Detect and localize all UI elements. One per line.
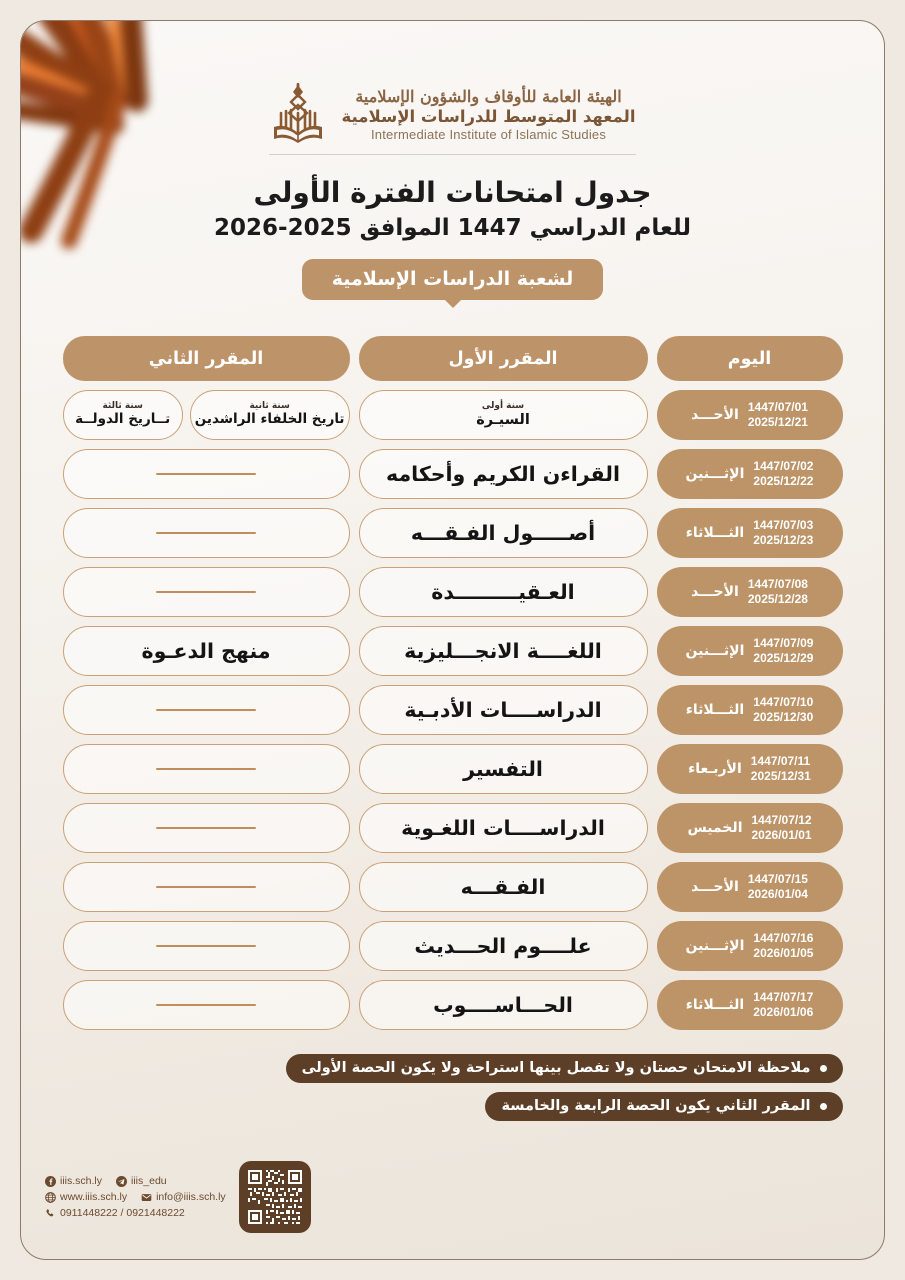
course-name: السيـرة [476,411,530,428]
course-cell [190,390,350,440]
facebook-handle: iiis.sch.ly [60,1175,103,1187]
split-cell-group [359,390,648,440]
course-cell [359,390,648,440]
hijri-date: 1447/07/08 [747,577,808,591]
contact-line-web [45,1191,226,1203]
bullet-icon [820,1103,827,1110]
telegram-icon [116,1176,127,1187]
page-sheet [20,20,885,1260]
table-row [63,626,843,676]
note-text: المقرر الثاني يكون الحصة الرابعة والخامسة [501,1098,811,1114]
gregorian-date: 2025/12/22 [753,474,814,488]
course-cell [359,685,648,735]
gregorian-date: 2025/12/29 [753,651,814,665]
course-cell [63,449,350,499]
empty-dash [156,1004,256,1007]
globe-icon [45,1192,56,1203]
table-row [63,862,843,912]
table-row [63,685,843,735]
day-dates [748,872,808,902]
course-year-label: سنة ثانية [249,401,290,412]
column-header-second-course: المقرر الثاني [63,336,350,381]
table-row [63,508,843,558]
table-row [63,921,843,971]
phone-numbers: 0911448222 / 0921448222 [60,1207,185,1219]
telegram-handle: iiis_edu [131,1175,167,1187]
day-name: الأحـــد [691,407,739,423]
hijri-date: 1447/07/01 [747,400,808,414]
day-name: الإثـــنين [685,466,745,482]
day-name: الثـــلاثاء [685,702,745,718]
notes-list [63,1054,843,1121]
course-cell [359,449,648,499]
course-name: التفسير [463,757,543,781]
table-row [63,390,843,440]
exam-schedule-table [63,336,843,1030]
course-cell [63,567,350,617]
table-row [63,567,843,617]
hijri-date: 1447/07/17 [753,990,814,1004]
page-subtitle: للعام الدراسي 1447 الموافق 2025-2026 [214,215,691,241]
day-name: الإثـــنين [685,643,745,659]
split-cell-group [63,390,350,440]
contact-telegram[interactable] [116,1175,167,1187]
course-cell [359,567,648,617]
gregorian-date: 2026/01/06 [753,1005,814,1019]
empty-dash [156,532,256,535]
empty-dash [156,945,256,948]
column-header-first-course: المقرر الأول [359,336,648,381]
course-cell [63,508,350,558]
hijri-date: 1447/07/12 [751,813,812,827]
contact-website[interactable] [45,1191,127,1203]
qr-code[interactable] [239,1161,311,1233]
course-cell [63,626,350,676]
day-dates [753,636,813,666]
contact-email[interactable] [141,1191,226,1203]
course-name: العـقيـــــــــدة [431,580,575,604]
course-cell [359,803,648,853]
table-header-row [63,336,843,381]
empty-dash [156,473,256,476]
facebook-icon [45,1176,56,1187]
email-icon [141,1192,152,1203]
contact-facebook[interactable] [45,1175,102,1187]
empty-dash [156,709,256,712]
day-dates [748,577,808,607]
course-name: تــاريخ الدولــة [75,411,171,428]
email-address: info@iiis.sch.ly [156,1191,226,1203]
hijri-date: 1447/07/02 [753,459,814,473]
course-cell [63,803,350,853]
gregorian-date: 2025/12/28 [747,592,808,606]
day-dates [752,813,812,843]
day-dates [753,518,813,548]
contact-line-phone [45,1207,226,1219]
day-name: الثـــلاثاء [685,997,745,1013]
note-text: ملاحظة الامتحان حصتان ولا تفصل بينها استراحة ولا يكون الحصة الأولى [301,1060,811,1076]
course-cell [359,508,648,558]
day-dates [751,754,811,784]
gregorian-date: 2025/12/21 [747,415,808,429]
course-cell [359,744,648,794]
day-cell [657,980,843,1030]
logo-authority-name: الهيئة العامة للأوقاف والشؤون الإسلامية [355,86,622,106]
day-dates [748,400,808,430]
day-dates [753,459,813,489]
day-cell [657,921,843,971]
course-cell [63,862,350,912]
day-name: الإثـــنين [685,938,745,954]
hijri-date: 1447/07/03 [753,518,814,532]
course-cell [359,626,648,676]
course-name: القراءن الكريم وأحكامه [386,462,620,486]
bullet-icon [820,1065,827,1072]
day-dates [753,695,813,725]
hijri-date: 1447/07/09 [753,636,814,650]
gregorian-date: 2026/01/01 [751,828,812,842]
empty-dash [156,591,256,594]
phone-icon [45,1208,56,1219]
document-header [21,83,884,300]
table-row [63,449,843,499]
course-cell [63,980,350,1030]
table-row [63,744,843,794]
institute-logo [269,83,635,155]
hijri-date: 1447/07/11 [750,754,811,768]
section-badge: لشعبة الدراسات الإسلامية [302,259,604,300]
note-item [485,1092,842,1121]
logo-institute-name-en: Intermediate Institute of Islamic Studies [370,126,607,142]
day-name: الثـــلاثاء [685,525,745,541]
course-name: الدراســــات اللغـوية [401,816,605,840]
hijri-date: 1447/07/15 [747,872,808,886]
gregorian-date: 2025/12/23 [753,533,814,547]
contact-line-social [45,1175,226,1187]
page-title: جدول امتحانات الفترة الأولى [253,176,652,209]
hijri-date: 1447/07/16 [753,931,814,945]
course-cell [63,685,350,735]
course-cell [359,921,648,971]
day-name: الخميس [687,820,743,836]
website-url: www.iiis.sch.ly [60,1191,128,1203]
day-name: الأحـــد [691,584,739,600]
day-cell [657,390,843,440]
course-cell [63,744,350,794]
mosque-book-emblem-icon [269,83,327,145]
course-name: أصـــــول الفـقـــه [410,521,596,545]
course-cell [63,390,183,440]
day-cell [657,862,843,912]
empty-dash [156,827,256,830]
course-name: تاريخ الخلفاء الراشدين [194,411,345,428]
note-item [286,1054,843,1083]
course-year-label: سنة أولى [481,400,525,411]
day-dates [753,931,813,961]
day-dates [753,990,813,1020]
day-cell [657,744,843,794]
day-cell [657,508,843,558]
course-name: اللغــــة الانجـــليزية [404,639,602,663]
gregorian-date: 2026/01/04 [747,887,808,901]
day-cell [657,626,843,676]
hijri-date: 1447/07/10 [753,695,814,709]
table-row [63,803,843,853]
course-cell [359,862,648,912]
course-year-label: سنة ثالثة [102,401,143,412]
empty-dash [156,886,256,889]
day-cell [657,449,843,499]
gregorian-date: 2025/12/30 [753,710,814,724]
footer-contact [45,1161,311,1233]
course-name: الدراســــات الأدبـية [404,698,602,722]
gregorian-date: 2026/01/05 [753,946,814,960]
day-cell [657,567,843,617]
table-row [63,980,843,1030]
empty-dash [156,768,256,771]
course-cell [359,980,648,1030]
course-name: منهج الدعـوة [141,639,271,663]
column-header-day: اليوم [657,336,843,381]
course-name: الحـــاســــوب [433,993,573,1017]
course-cell [63,921,350,971]
day-name: الأربـعاء [688,761,742,777]
day-cell [657,803,843,853]
gregorian-date: 2025/12/31 [750,769,811,783]
course-name: علــــوم الحـــديث [414,934,592,958]
logo-institute-name-ar: المعهد المتوسط للدراسات الإسلامية [341,106,636,126]
day-name: الأحـــد [691,879,739,895]
contact-phone[interactable] [45,1207,185,1219]
course-name: الفـقـــه [460,875,546,899]
day-cell [657,685,843,735]
